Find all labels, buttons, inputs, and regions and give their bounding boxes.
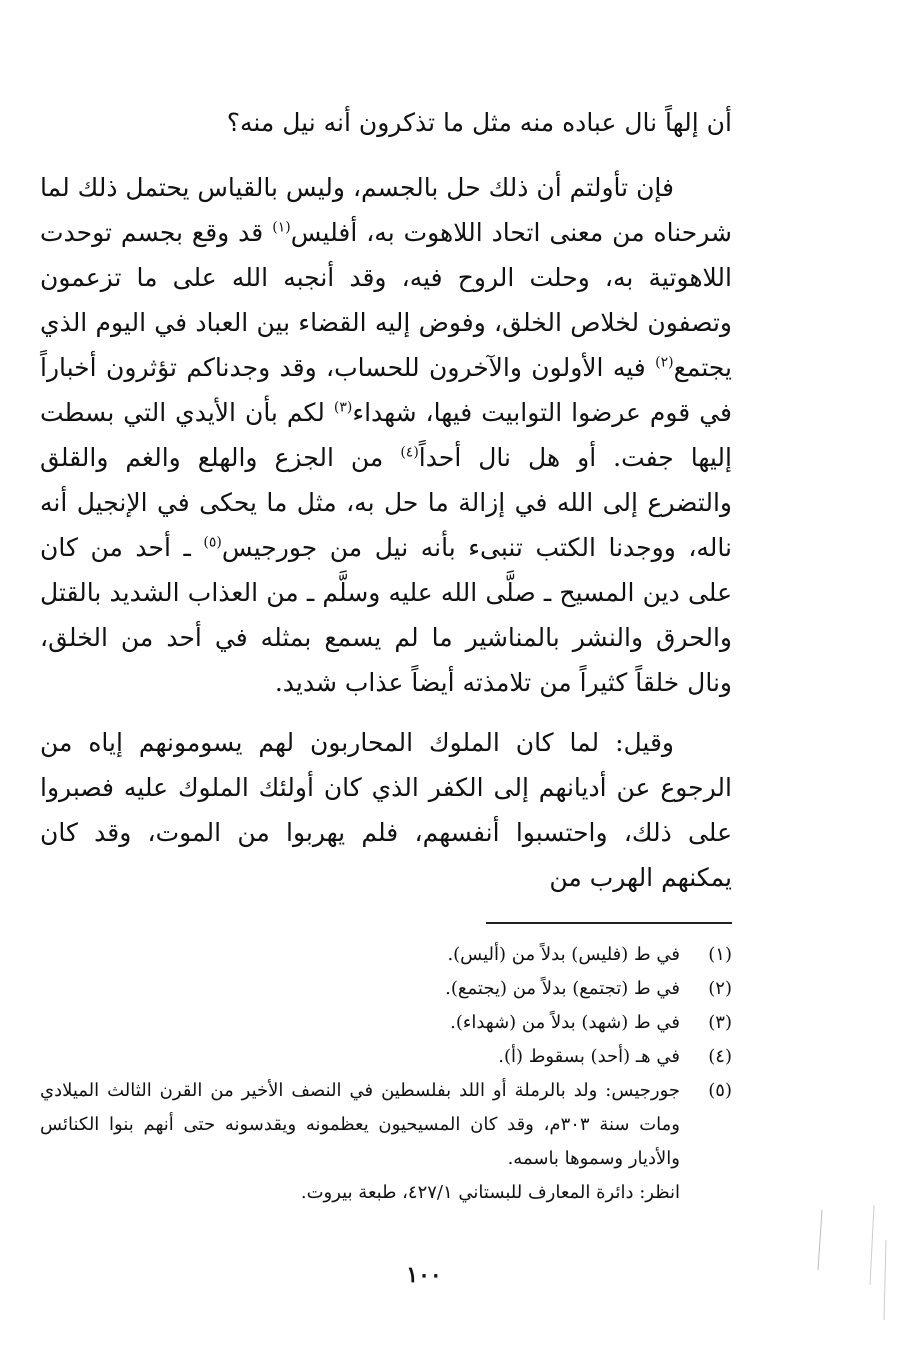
footnote-number: (٥) xyxy=(708,1080,732,1101)
footnote-number: (٤) xyxy=(708,1046,732,1067)
footnote-text: في ط (فليس) بدلاً من (أليس). xyxy=(447,944,680,965)
footnotes-section xyxy=(40,938,732,1210)
paragraph-1-part-e: من الجزع والهلع والغم والقلق والتضرع إلى الله في إزالة ما حل به، مثل ما يحكى في الإنجيل أنه ناله، ووجدنا الكتب تنبىء بأنه نيل من جورجيس xyxy=(40,443,732,562)
paragraph-1-part-f: ـ أحد من كان على دين المسيح ـ صلَّى الله عليه وسلَّم ـ من العذاب الشديد بالقتل والحرق والنشر بالمناشير ما لم يسمع بمثله في أحد من الخلق، ونال خلقاً كثيراً من تلامذته أيضاً عذاب شديد. xyxy=(40,533,732,697)
scan-artifact-marks xyxy=(800,1200,900,1340)
footnote-5 xyxy=(40,1074,732,1176)
footnote-2 xyxy=(40,972,732,1006)
footnote-3 xyxy=(40,1006,732,1040)
paragraph-1-part-c: فيه الأولون والآخرون للحساب، وقد وجدناكم تؤثرون أخباراً في قوم عرضوا التوابيت فيها، شهداء xyxy=(40,353,732,427)
footnote-text: في هـ (أحد) بسقوط (أ). xyxy=(498,1046,680,1067)
footnote-source-reference: انظر: دائرة المعارف للبستاني ٤٢٧/١، طبعة بيروت. xyxy=(300,1182,680,1203)
footnote-ref-3[interactable]: (٣) xyxy=(333,399,353,416)
footnote-ref-4[interactable]: (٤) xyxy=(400,444,419,461)
footnote-number: (٢) xyxy=(708,978,732,999)
footnote-number: (١) xyxy=(708,944,732,965)
footnote-separator xyxy=(486,922,732,924)
footnote-4 xyxy=(40,1040,732,1074)
footnote-ref-5[interactable]: (٥) xyxy=(203,534,222,551)
paragraph-1-part-a: فإن تأولتم أن ذلك حل بالجسم، وليس بالقياس يحتمل ذلك لما شرحناه من معنى اتحاد اللاهوت به، أفليس xyxy=(40,173,732,247)
page-number: ١٠٠ xyxy=(406,1262,442,1288)
footnote-text: في ط (تجتمع) بدلاً من (يجتمع). xyxy=(445,978,680,999)
footnote-text: جورجيس: ولد بالرملة أو اللد بفلسطين في النصف الأخير من القرن الثالث الميلادي ومات سنة ٣٠٣م، وقد كان المسيحيون يعظمونه ويقدسونه حتى أنهم بنوا الكنائس والأديار وسموها باسمه. xyxy=(40,1080,680,1169)
paragraph-2: وقيل: لما كان الملوك المحاربون لهم يسومونهم إياه من الرجوع عن أديانهم إلى الكفر الذي كان أولئك الملوك عليه فصبروا على ذلك، واحتسبوا أنفسهم، فلم يهربوا من الموت، وقد كان يمكنهم الهرب من xyxy=(40,728,732,892)
footnote-1 xyxy=(40,938,732,972)
footnote-number: (٣) xyxy=(708,1012,732,1033)
footnote-text: في ط (شهد) بدلاً من (شهداء). xyxy=(450,1012,680,1033)
paragraph-1-part-d: لكم بأن الأيدي التي بسطت إليها جفت. أو هل نال أحداً xyxy=(40,398,732,472)
paragraph-1 xyxy=(40,165,732,705)
footnote-ref-2[interactable]: (٢) xyxy=(655,354,674,371)
footnote-ref-1[interactable]: (١) xyxy=(272,219,291,236)
paragraph-1-part-b: قد وقع بجسم توحدت اللاهوتية به، وحلت الروح فيه، وقد أنجبه الله على ما تزعمون وتصفون لخلاص الخلق، وفوض إليه القضاء بين العباد في اليوم الذي يجتمع xyxy=(40,218,732,382)
opening-line: أن إلهاً نال عباده منه مثل ما تذكرون أنه نيل منه؟ xyxy=(226,108,732,137)
